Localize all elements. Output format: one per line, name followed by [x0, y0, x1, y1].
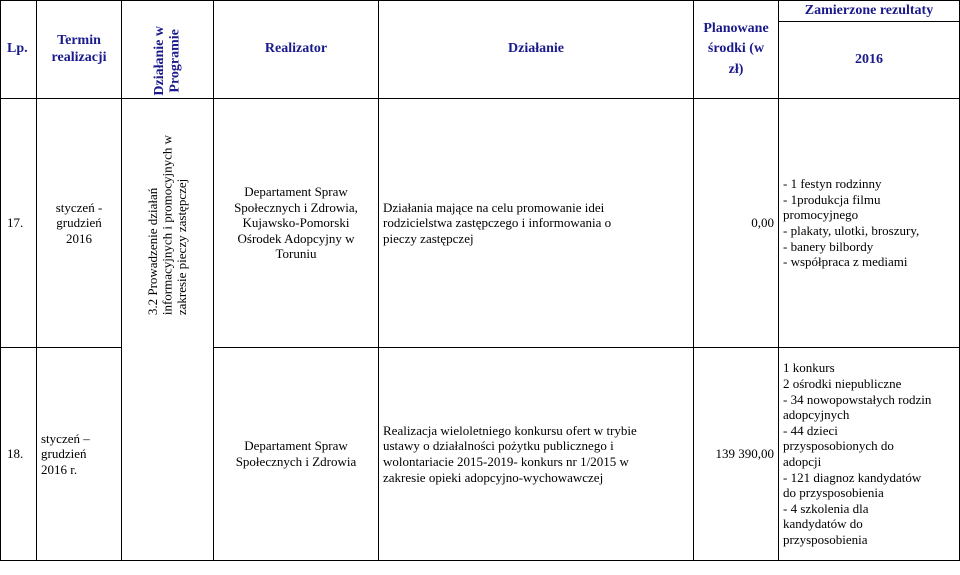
row-lp: 17.: [1, 99, 37, 348]
header-dzialanie-w-programie: Działanie w Programie: [151, 26, 183, 96]
row-termin: styczeń – grudzień 2016 r.: [37, 348, 122, 561]
header-row-1: [1, 1, 960, 22]
row-rezultaty: - 1 festyn rodzinny - 1produkcja filmu promocyjnego - plakaty, ulotki, broszury, - banery bilbordy - współpraca z mediami: [779, 99, 960, 348]
header-zamierzone-rezultaty: Zamierzone rezultaty: [779, 1, 960, 22]
row-program: 3.2 Prowadzenie działań informacyjnych i promocyjnych w zakresie pieczy zastępczej: [144, 134, 189, 316]
row-realizator: Departament Spraw Społecznych i Zdrowia, Kujawsko-Pomorski Ośrodek Adopcyjny w Toruniu: [214, 99, 379, 348]
table-row: [1, 99, 960, 348]
header-realizator: Realizator: [214, 1, 379, 99]
header-termin: Termin realizacji: [37, 1, 122, 99]
header-dzialanie-w-programie-cell: [122, 1, 214, 99]
header-dzialanie: Działanie: [379, 1, 694, 99]
row-realizator: Departament Spraw Społecznych i Zdrowia: [214, 348, 379, 561]
header-planowane-srodki: Planowane środki (w zł): [694, 1, 779, 99]
row-dzialanie: Realizacja wieloletniego konkursu ofert w trybie ustawy o działalności pożytku publicznego i wolontariacie 2015-2019- konkurs nr 1/2015 w zakresie opieki adopcyjno-wychowawczej: [379, 348, 694, 561]
header-lp: Lp.: [1, 1, 37, 99]
row-termin: styczeń - grudzień 2016: [37, 99, 122, 348]
row-rezultaty: 1 konkurs 2 ośrodki niepubliczne - 34 nowopowstałych rodzin adopcyjnych - 44 dzieci przysposobionych do adopcji - 121 diagnoz kandydatów do przysposobienia - 4 szkolenia dla kandydatów do przysposobienia: [779, 348, 960, 561]
row-program-cell: [122, 99, 214, 561]
row-srodki: 0,00: [694, 99, 779, 348]
row-lp: 18.: [1, 348, 37, 561]
header-year: 2016: [779, 22, 960, 99]
row-srodki: 139 390,00: [694, 348, 779, 561]
row-dzialanie: Działania mające na celu promowanie idei rodzicielstwa zastępczego i informowania o pieczy zastępczej: [379, 99, 694, 348]
